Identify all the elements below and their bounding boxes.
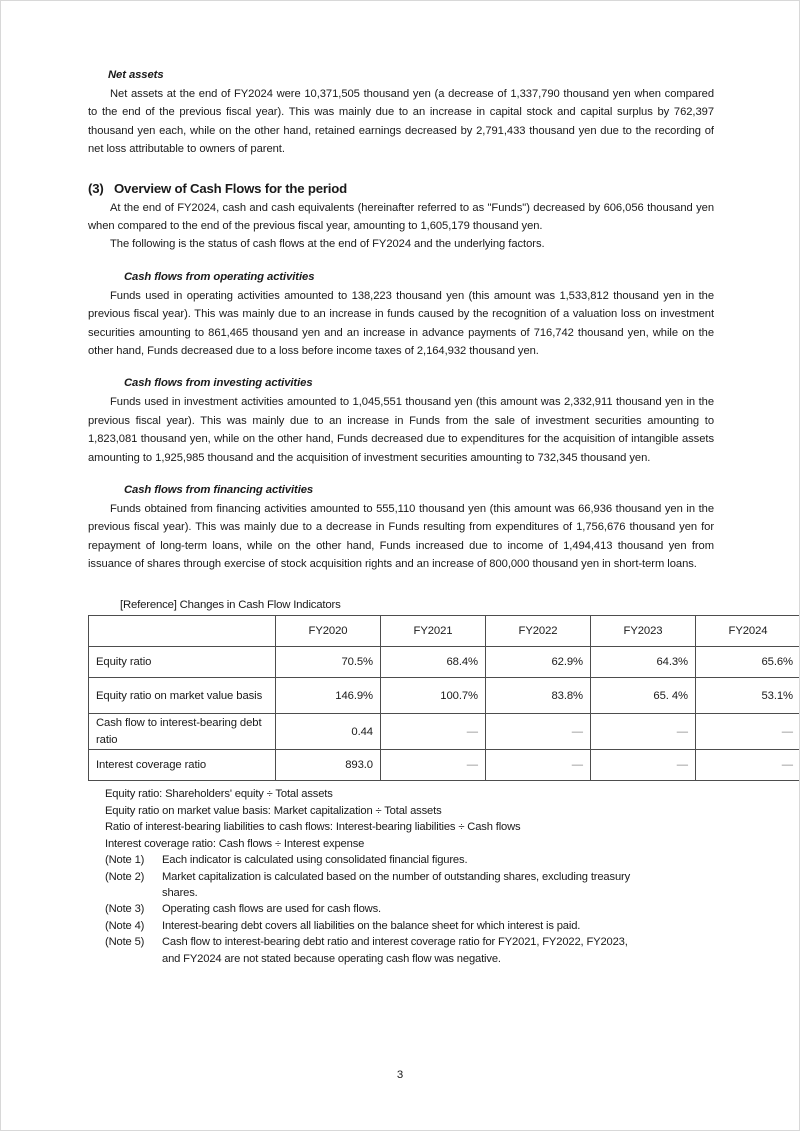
cell-interest-coverage-ratio-fy2023: — [591,750,696,781]
table-row [89,678,800,714]
spacer [88,254,714,269]
note-tag: (Note 2) [105,870,145,883]
note-text: Interest-bearing debt covers all liabilities on the balance sheet for which interest is paid. [162,919,581,932]
page-number: 3 [396,1069,404,1081]
table-notes [105,786,714,966]
cash-flow-indicators-table [88,615,800,781]
note-continuation: and FY2024 are not stated because operating cash flow was negative. [162,952,501,965]
table-body [89,647,800,781]
financing-activities-paragraph: Funds obtained from financing activities amounted to 555,110 thousand yen (this amount was 66,936 thousand yen in the previous fiscal year). This was mainly due to a decrease in Funds resulting from expenditures of 1,756,676 thousand yen for repayment of long-term loans, while on the other hand, Funds increased due to income of 1,494,413 thousand yen from issuance of shares through exercise of stock acquisition rights and an increase of 800,000 thousand yen in short-term loans. [88,502,714,571]
note-text: Operating cash flows are used for cash flows. [162,903,381,916]
cell-interest-coverage-ratio-fy2024: — [696,750,800,781]
spacer [88,573,714,599]
table-col-header-fy2020: FY2020 [276,616,381,647]
note-item [105,918,714,934]
spacer [88,467,714,482]
note-item [105,934,714,950]
row-label-cash-flow-debt-ratio: Cash flow to interest-bearing debt ratio [89,714,276,750]
page-content [88,67,793,967]
cell-equity-ratio-market-value-fy2022: 83.8% [486,678,591,714]
cash-flows-following-paragraph: The following is the status of cash flows at the end of FY2024 and the underlying factors. [110,238,545,251]
cell-equity-ratio-fy2020: 70.5% [276,647,381,678]
table-col-header-fy2021: FY2021 [381,616,486,647]
cell-equity-ratio-market-value-fy2020: 146.9% [276,678,381,714]
cell-cash-flow-debt-ratio-fy2020: 0.44 [276,714,381,750]
table-row [89,750,800,781]
cell-equity-ratio-fy2021: 68.4% [381,647,486,678]
note-tag: (Note 4) [105,919,145,932]
row-label-interest-coverage-ratio: Interest coverage ratio [89,750,276,781]
cell-equity-ratio-fy2022: 62.9% [486,647,591,678]
table-head [89,616,800,647]
cell-cash-flow-debt-ratio-fy2024: — [696,714,800,750]
table-caption: [Reference] Changes in Cash Flow Indicators [120,599,341,612]
cell-cash-flow-debt-ratio-fy2022: — [486,714,591,750]
section-number: (3) [88,180,104,196]
note-tag: (Note 5) [105,936,145,949]
operating-activities-paragraph: Funds used in operating activities amounted to 138,223 thousand yen (this amount was 1,533,812 thousand yen in the previous fiscal year). This was mainly due to an increase in funds caused by the recognition of a valuation loss on investment securities amounting to 861,465 thousand yen and an increase in advance payments of 716,742 thousand yen, while on the other hand, Funds decreased due to a loss before income taxes of 2,164,932 thousand yen. [88,289,714,357]
cash-flows-section-heading [88,181,714,196]
cell-equity-ratio-market-value-fy2023: 65. 4% [591,678,696,714]
cell-equity-ratio-market-value-fy2021: 100.7% [381,678,486,714]
note-text: Market capitalization is calculated based on the number of outstanding shares, excluding treasury [162,870,631,883]
cell-interest-coverage-ratio-fy2022: — [486,750,591,781]
net-assets-heading: Net assets [108,69,164,81]
note-tag: (Note 1) [105,854,145,867]
cash-flows-intro-paragraph: At the end of FY2024, cash and cash equivalents (hereinafter referred to as "Funds") decreased by 606,056 thousand yen when compared to the end of the previous fiscal year, amounting to 1,605,179 thousand yen. [88,201,714,232]
spacer [88,360,714,375]
table-header-row [89,616,800,647]
table-col-header-fy2022: FY2022 [486,616,591,647]
note-item [105,869,714,885]
cell-equity-ratio-fy2024: 65.6% [696,647,800,678]
row-label-equity-ratio-market-value: Equity ratio on market value basis [89,678,276,714]
table-row [89,714,800,750]
table-corner-header [89,616,276,647]
note-item [105,901,714,917]
table-col-header-fy2024: FY2024 [696,616,800,647]
definition-interest-bearing-liabilities-ratio: Ratio of interest-bearing liabilities to cash flows: Interest-bearing liabilities ÷ Cash flows [105,821,521,834]
definition-equity-ratio-market-value: Equity ratio on market value basis: Market capitalization ÷ Total assets [105,804,442,817]
cell-cash-flow-debt-ratio-fy2021: — [381,714,486,750]
note-tag: (Note 3) [105,903,145,916]
investing-activities-paragraph: Funds used in investment activities amounted to 1,045,551 thousand yen (this amount was 2,332,911 thousand yen in the previous fiscal year). This was mainly due to an increase in Funds from the sale of investment securities amounting to 1,823,081 thousand yen, while on the other hand, Funds decreased due to expenditures for the acquisition of intangible assets amounting to 1,925,985 thousand and the acquisition of investment securities amounting to 732,345 thousand yen. [88,396,714,464]
table-col-header-fy2023: FY2023 [591,616,696,647]
row-label-equity-ratio: Equity ratio [89,647,276,678]
cell-cash-flow-debt-ratio-fy2023: — [591,714,696,750]
note-continuation: shares. [162,886,198,899]
operating-activities-heading: Cash flows from operating activities [124,270,315,283]
net-assets-paragraph: Net assets at the end of FY2024 were 10,371,505 thousand yen (a decrease of 1,337,790 thousand yen when compared to the end of the previous fiscal year). This was mainly due to an increase in capital stock and capital surplus by 762,397 thousand yen each, while on the other hand, retained earnings decreased by 2,791,433 thousand yen due to the recording of net loss attributable to owners of parent. [88,87,714,156]
cell-interest-coverage-ratio-fy2020: 893.0 [276,750,381,781]
definition-equity-ratio: Equity ratio: Shareholders' equity ÷ Total assets [105,788,333,801]
section-title: Overview of Cash Flows for the period [114,180,347,196]
note-text: Cash flow to interest-bearing debt ratio and interest coverage ratio for FY2021, FY2022, FY2023, [162,936,628,949]
cell-equity-ratio-market-value-fy2024: 53.1% [696,678,800,714]
note-item [105,852,714,868]
spacer [88,159,714,181]
financing-activities-heading: Cash flows from financing activities [124,483,314,496]
cell-equity-ratio-fy2023: 64.3% [591,647,696,678]
table-row [89,647,800,678]
note-text: Each indicator is calculated using consolidated financial figures. [162,854,468,867]
definition-interest-coverage-ratio: Interest coverage ratio: Cash flows ÷ Interest expense [105,837,365,850]
investing-activities-heading: Cash flows from investing activities [124,377,313,390]
cell-interest-coverage-ratio-fy2021: — [381,750,486,781]
